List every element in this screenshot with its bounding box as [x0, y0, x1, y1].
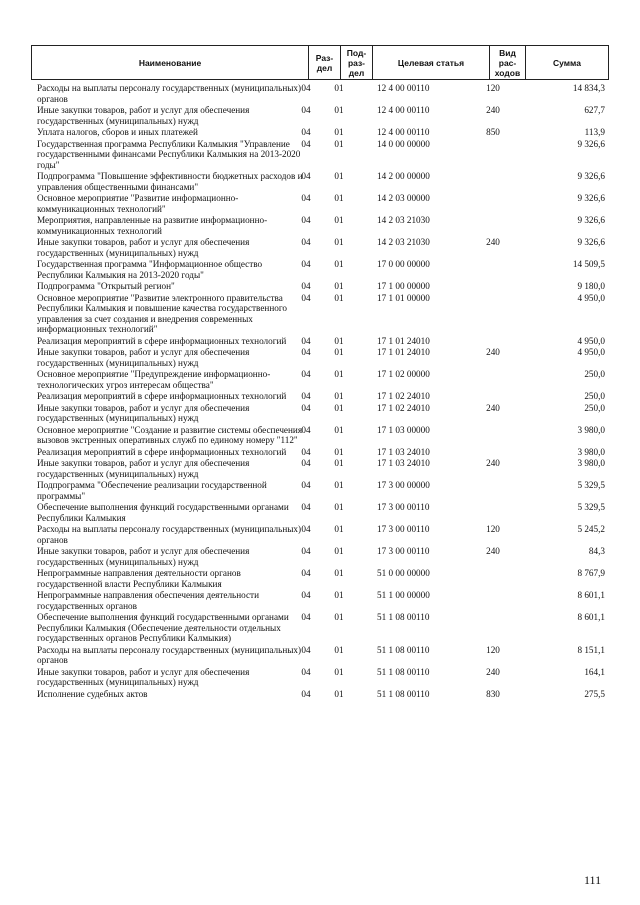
row-target: 17 1 03 00000 — [377, 424, 430, 435]
row-podrazdel: 01 — [334, 666, 344, 677]
row-name: Обеспечение выполнения функций государственными органами Республики Калмыкия (Обеспечение деятельности отдельных государственных органов Республики Калмыкия) — [37, 612, 289, 643]
row-target: 17 3 00 00110 — [377, 502, 430, 512]
row-razdel: 04 — [301, 292, 311, 303]
row-target: 17 1 01 00000 — [377, 292, 430, 303]
header-razdel: Раз- дел — [309, 46, 341, 79]
row-target: 14 2 00 00000 — [377, 171, 430, 181]
row-razdel: 04 — [301, 171, 311, 181]
row-razdel: 04 — [301, 688, 311, 699]
table-row — [37, 667, 609, 688]
table-row — [37, 293, 609, 335]
row-razdel: 04 — [301, 644, 311, 655]
row-sum: 3 980,0 — [577, 458, 605, 468]
table-row — [37, 568, 609, 589]
row-target: 17 1 03 24010 — [377, 446, 430, 457]
row-target: 51 1 08 00110 — [377, 612, 430, 622]
row-razdel: 04 — [301, 480, 311, 490]
table-row — [37, 480, 609, 501]
row-sum: 4 950,0 — [577, 335, 605, 346]
row-vid: 120 — [486, 644, 500, 655]
row-name: Расходы на выплаты персоналу государственных (муниципальных) органов — [37, 644, 302, 665]
row-podrazdel: 01 — [334, 502, 344, 512]
row-name: Уплата налогов, сборов и иных платежей — [37, 127, 198, 137]
row-razdel: 04 — [301, 281, 311, 291]
row-podrazdel: 01 — [334, 193, 344, 203]
row-podrazdel: 01 — [334, 590, 344, 600]
row-sum: 627,7 — [584, 105, 605, 115]
row-razdel: 04 — [301, 138, 311, 149]
row-target: 17 1 03 24010 — [377, 458, 430, 468]
row-podrazdel: 01 — [334, 391, 344, 401]
row-name: Обеспечение выполнения функций государственными органами Республики Калмыкия — [37, 502, 289, 523]
row-razdel: 04 — [301, 259, 311, 269]
row-razdel: 04 — [301, 524, 311, 534]
row-podrazdel: 01 — [334, 83, 344, 93]
row-target: 51 1 00 00000 — [377, 590, 430, 600]
header-vid: Вид рас- ходов — [490, 46, 526, 79]
row-razdel: 04 — [301, 391, 311, 401]
header-sum: Сумма — [553, 57, 581, 68]
row-sum: 8 601,1 — [577, 590, 605, 600]
row-vid: 240 — [486, 347, 500, 357]
header-podrazdel: Под- раз- дел — [341, 46, 373, 79]
row-target: 14 2 03 21030 — [377, 215, 430, 225]
row-podrazdel: 01 — [334, 127, 344, 137]
table-row — [37, 193, 609, 214]
row-target: 12 4 00 00110 — [377, 83, 430, 93]
row-sum: 5 329,5 — [577, 502, 605, 512]
table-row — [37, 105, 609, 126]
row-razdel: 04 — [301, 424, 311, 435]
table-row — [37, 347, 609, 368]
page-number: 111 — [584, 873, 602, 887]
row-sum: 8 151,1 — [577, 644, 605, 655]
row-sum: 8 601,1 — [577, 612, 605, 622]
table-row — [37, 237, 609, 258]
row-name: Государственная программа Республики Калмыкия "Управление государственными финансами Республики Калмыкия на 2013-2020 годы" — [37, 138, 301, 170]
row-target: 17 1 01 24010 — [377, 335, 430, 346]
row-sum: 250,0 — [584, 391, 605, 401]
row-name: Реализация мероприятий в сфере информационных технологий — [37, 446, 287, 457]
row-name: Непрограммные направления обеспечения деятельности государственных органов — [37, 590, 259, 611]
row-target: 17 1 02 24010 — [377, 402, 430, 413]
row-sum: 275,5 — [584, 688, 605, 699]
row-target: 14 2 03 21030 — [377, 237, 430, 247]
row-razdel: 04 — [301, 127, 311, 137]
row-sum: 113,9 — [584, 127, 605, 137]
row-razdel: 04 — [301, 402, 311, 413]
row-name: Мероприятия, направленные на развитие информационно-коммуникационных технологий — [37, 215, 268, 236]
table-row — [37, 369, 609, 390]
row-target: 51 1 08 00110 — [377, 644, 430, 655]
row-razdel: 04 — [301, 590, 311, 600]
row-target: 14 0 00 00000 — [377, 138, 430, 149]
row-razdel: 04 — [301, 446, 311, 457]
row-name: Подпрограмма "Открытый регион" — [37, 281, 175, 291]
table-body — [37, 83, 609, 700]
row-podrazdel: 01 — [334, 138, 344, 149]
row-name: Иные закупки товаров, работ и услуг для обеспечения государственных (муниципальных) нужд — [37, 105, 250, 126]
table-row — [37, 425, 609, 446]
row-target: 17 0 00 00000 — [377, 259, 430, 269]
table-row — [37, 403, 609, 424]
row-podrazdel: 01 — [334, 259, 344, 269]
row-name: Иные закупки товаров, работ и услуг для обеспечения государственных (муниципальных) нужд — [37, 347, 250, 368]
row-target: 51 1 08 00110 — [377, 666, 430, 677]
row-razdel: 04 — [301, 546, 311, 556]
table-row — [37, 83, 609, 104]
row-name: Непрограммные направления деятельности органов государственной власти Республики Калмыкия — [37, 568, 241, 589]
row-vid: 120 — [486, 524, 500, 534]
row-target: 17 3 00 00110 — [377, 524, 430, 534]
row-target: 17 1 01 24010 — [377, 347, 430, 357]
row-sum: 3 980,0 — [577, 424, 605, 435]
row-name: Основное мероприятие "Развитие электронного правительства Республики Калмыкия и повышение качества государственного управления за счет создания и внедрения современных информационных технологий" — [37, 292, 287, 334]
table-row — [37, 171, 609, 192]
row-vid: 850 — [486, 127, 500, 137]
row-podrazdel: 01 — [334, 292, 344, 303]
row-sum: 9 180,0 — [577, 281, 605, 291]
row-vid: 120 — [486, 83, 500, 93]
table-row — [37, 524, 609, 545]
row-vid: 830 — [486, 688, 500, 699]
row-sum: 250,0 — [584, 402, 605, 413]
row-name: Основное мероприятие "Создание и развитие системы обеспечения вызовов экстренных оперативных служб по единому номеру "112" — [37, 424, 303, 445]
row-name: Подпрограмма "Обеспечение реализации государственной программы" — [37, 480, 267, 501]
table-row — [37, 215, 609, 236]
table-row — [37, 689, 609, 700]
row-name: Исполнение судебных актов — [37, 688, 148, 699]
row-sum: 8 767,9 — [577, 568, 605, 578]
row-target: 12 4 00 00110 — [377, 127, 430, 137]
row-sum: 14 834,3 — [572, 83, 605, 93]
row-razdel: 04 — [301, 237, 311, 247]
row-podrazdel: 01 — [334, 347, 344, 357]
row-sum: 9 326,6 — [577, 215, 605, 225]
row-razdel: 04 — [301, 83, 311, 93]
row-name: Подпрограмма "Повышение эффективности бюджетных расходов и управления общественными финансами" — [37, 171, 303, 192]
table-row — [37, 127, 609, 138]
row-podrazdel: 01 — [334, 612, 344, 622]
row-razdel: 04 — [301, 369, 311, 379]
row-podrazdel: 01 — [334, 105, 344, 115]
row-name: Иные закупки товаров, работ и услуг для обеспечения государственных (муниципальных) нужд — [37, 237, 250, 258]
row-target: 17 1 02 00000 — [377, 369, 430, 379]
table-row — [37, 546, 609, 567]
row-sum: 9 326,6 — [577, 171, 605, 181]
row-podrazdel: 01 — [334, 524, 344, 534]
row-sum: 9 326,6 — [577, 237, 605, 247]
row-podrazdel: 01 — [334, 237, 344, 247]
row-target: 14 2 03 00000 — [377, 193, 430, 203]
row-name: Государственная программа "Информационное общество Республики Калмыкия на 2013-2020 годы" — [37, 259, 263, 280]
row-podrazdel: 01 — [334, 335, 344, 346]
row-razdel: 04 — [301, 502, 311, 512]
row-name: Иные закупки товаров, работ и услуг для обеспечения государственных (муниципальных) нужд — [37, 666, 250, 687]
row-name: Реализация мероприятий в сфере информационных технологий — [37, 335, 287, 346]
row-razdel: 04 — [301, 347, 311, 357]
row-target: 17 1 00 00000 — [377, 281, 430, 291]
row-podrazdel: 01 — [334, 215, 344, 225]
row-target: 17 3 00 00110 — [377, 546, 430, 556]
row-sum: 14 509,5 — [572, 259, 605, 269]
row-podrazdel: 01 — [334, 281, 344, 291]
row-podrazdel: 01 — [334, 568, 344, 578]
row-podrazdel: 01 — [334, 446, 344, 457]
row-razdel: 04 — [301, 458, 311, 468]
table-row — [37, 502, 609, 523]
row-sum: 3 980,0 — [577, 446, 605, 457]
table-row — [37, 139, 609, 171]
row-razdel: 04 — [301, 193, 311, 203]
table-row — [37, 391, 609, 402]
row-vid: 240 — [486, 402, 500, 413]
table-row — [37, 281, 609, 292]
row-razdel: 04 — [301, 215, 311, 225]
row-target: 17 1 02 24010 — [377, 391, 430, 401]
row-sum: 250,0 — [584, 369, 605, 379]
row-podrazdel: 01 — [334, 546, 344, 556]
row-name: Иные закупки товаров, работ и услуг для обеспечения государственных (муниципальных) нужд — [37, 402, 250, 423]
table-row — [37, 447, 609, 458]
table-row — [37, 259, 609, 280]
row-name: Иные закупки товаров, работ и услуг для обеспечения государственных (муниципальных) нужд — [37, 458, 250, 479]
row-name: Основное мероприятие "Предупреждение информационно-технологических угроз интересам общества" — [37, 369, 271, 390]
row-name: Расходы на выплаты персоналу государственных (муниципальных) органов — [37, 83, 302, 104]
table-row — [37, 336, 609, 347]
row-name: Иные закупки товаров, работ и услуг для обеспечения государственных (муниципальных) нужд — [37, 546, 250, 567]
table-row — [37, 590, 609, 611]
row-vid: 240 — [486, 237, 500, 247]
row-razdel: 04 — [301, 612, 311, 622]
header-name: Наименование — [32, 46, 309, 79]
row-vid: 240 — [486, 458, 500, 468]
table-row — [37, 645, 609, 666]
row-razdel: 04 — [301, 568, 311, 578]
row-vid: 240 — [486, 105, 500, 115]
row-vid: 240 — [486, 666, 500, 677]
row-sum: 164,1 — [584, 666, 605, 677]
row-sum: 9 326,6 — [577, 193, 605, 203]
row-sum: 5 329,5 — [577, 480, 605, 490]
row-target: 51 0 00 00000 — [377, 568, 430, 578]
row-podrazdel: 01 — [334, 688, 344, 699]
row-razdel: 04 — [301, 105, 311, 115]
row-razdel: 04 — [301, 666, 311, 677]
row-sum: 4 950,0 — [577, 292, 605, 303]
row-podrazdel: 01 — [334, 369, 344, 379]
row-target: 12 4 00 00110 — [377, 105, 430, 115]
table-header — [31, 45, 609, 80]
row-sum: 9 326,6 — [577, 138, 605, 149]
row-sum: 5 245,2 — [577, 524, 605, 534]
row-name: Основное мероприятие "Развитие информационно-коммуникационных технологий" — [37, 193, 239, 214]
row-podrazdel: 01 — [334, 644, 344, 655]
row-sum: 4 950,0 — [577, 347, 605, 357]
row-podrazdel: 01 — [334, 424, 344, 435]
row-podrazdel: 01 — [334, 171, 344, 181]
header-target: Целевая статья — [373, 46, 490, 79]
row-podrazdel: 01 — [334, 480, 344, 490]
row-name: Расходы на выплаты персоналу государственных (муниципальных) органов — [37, 524, 302, 545]
table-row — [37, 612, 609, 644]
row-target: 17 3 00 00000 — [377, 480, 430, 490]
row-podrazdel: 01 — [334, 402, 344, 413]
table-row — [37, 458, 609, 479]
row-podrazdel: 01 — [334, 458, 344, 468]
row-sum: 84,3 — [588, 546, 605, 556]
row-razdel: 04 — [301, 335, 311, 346]
row-target: 51 1 08 00110 — [377, 688, 430, 699]
row-name: Реализация мероприятий в сфере информационных технологий — [37, 391, 287, 401]
row-vid: 240 — [486, 546, 500, 556]
